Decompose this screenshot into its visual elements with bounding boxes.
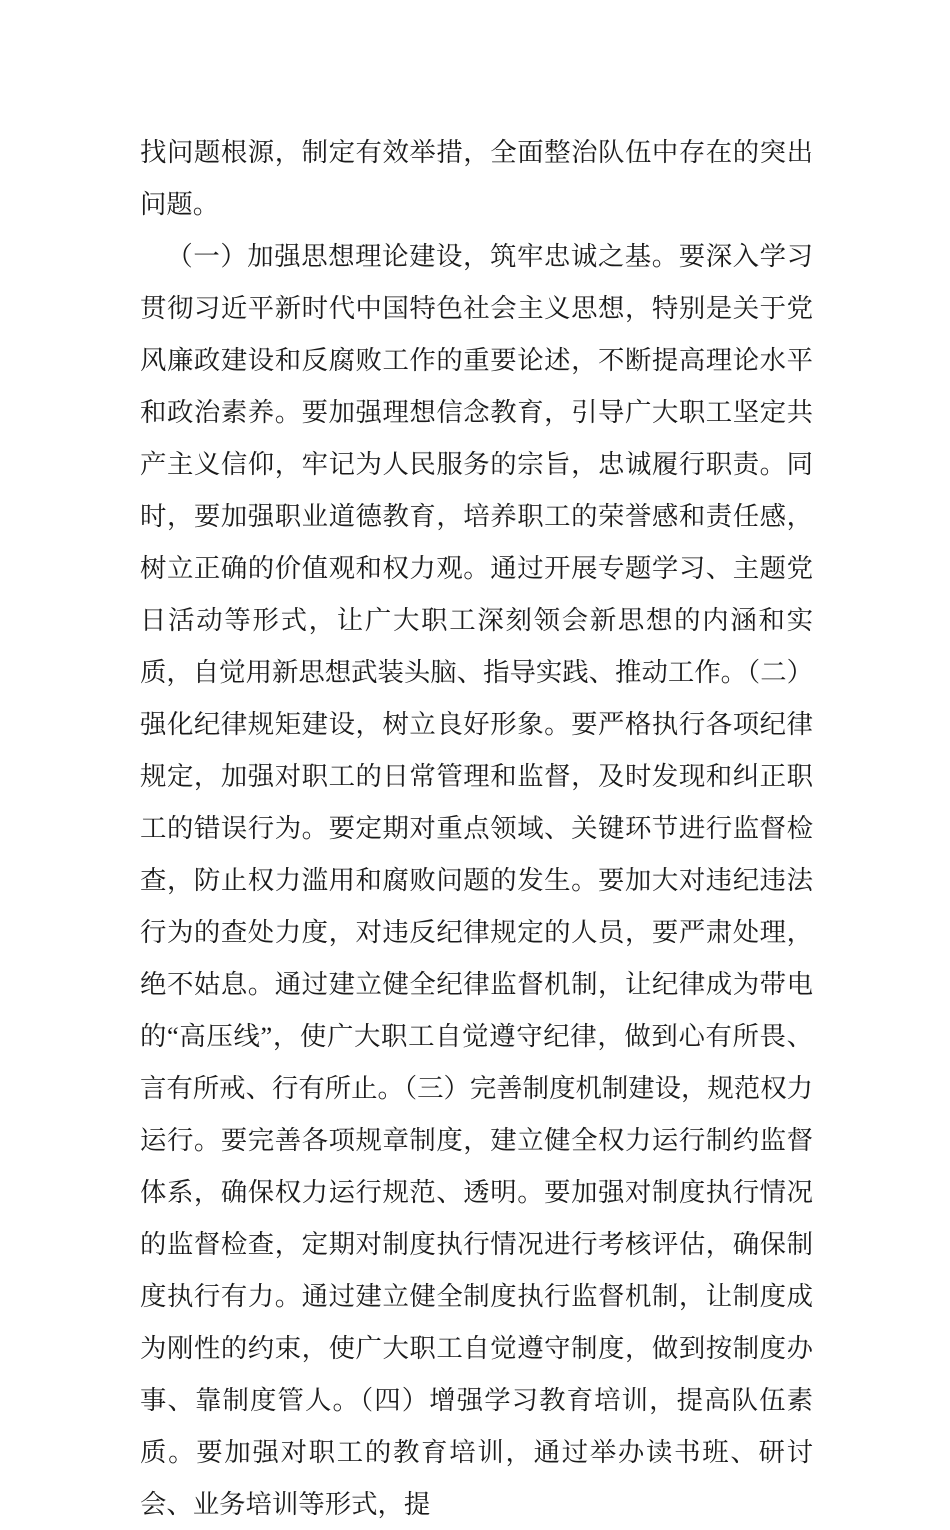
paragraph-continuation: 找问题根源，制定有效举措，全面整治队伍中存在的突出问题。 [140, 137, 813, 219]
paragraph-measures: （一）加强思想理论建设，筑牢忠诚之基。要深入学习贯彻习近平新时代中国特色社会主义思想，特别是关于党风廉政建设和反腐败工作的重要论述，不断提高理论水平和政治素养。要加强理想信念教育，引导广大职工坚定共产主义信仰，牢记为人民服务的宗旨，忠诚履行职责。同时，要加强职业道德教育，培养职工的荣誉感和责任感，树立正确的价值观和权力观。通过开展专题学习、主题党日活动等形式，让广大职工深刻领会新思想的内涵和实质，自觉用新思想武装头脑、指导实践、推动工作。（二）强化纪律规矩建设，树立良好形象。要严格执行各项纪律规定，加强对职工的日常管理和监督，及时发现和纠正职工的错误行为。要定期对重点领域、关键环节进行监督检查，防止权力滥用和腐败问题的发生。要加大对违纪违法行为的查处力度，对违反纪律规定的人员，要严肃处理，绝不姑息。通过建立健全纪律监督机制，让纪律成为带电的“高压线”，使广大职工自觉遵守纪律，做到心有所畏、言有所戒、行有所止。（三）完善制度机制建设，规范权力运行。要完善各项规章制度，建立健全权力运行制约监督体系，确保权力运行规范、透明。要加强对制度执行情况的监督检查，定期对制度执行情况进行考核评估，确保制度执行有力。通过建立健全制度执行监督机制，让制度成为刚性的约束，使广大职工自觉遵守制度，做到按制度办事、靠制度管人。（四）增强学习教育培训，提高队伍素质。要加强对职工的教育培训，通过举办读书班、研讨会、业务培训等形式，提 [140, 241, 813, 1519]
document-text-column [140, 126, 813, 1530]
